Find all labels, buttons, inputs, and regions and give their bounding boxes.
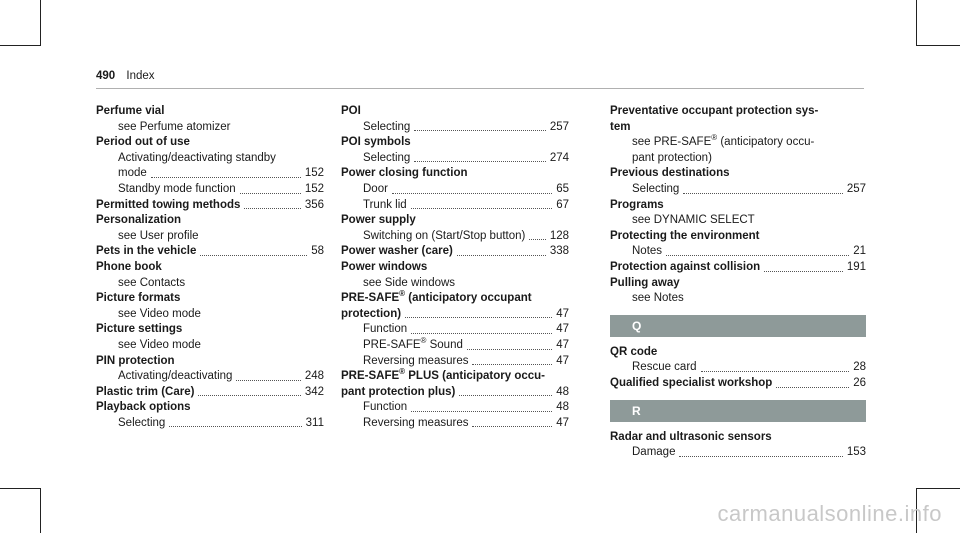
crop-mark	[40, 0, 41, 46]
entry-title: Permitted towing methods 356	[96, 198, 324, 214]
entry-title-cont: tem	[610, 120, 631, 133]
entry-title: POI	[341, 105, 361, 117]
letter-heading-r: R	[610, 400, 866, 422]
entry-sub: Standby mode function 152	[96, 182, 324, 198]
entry-sub: Damage 153	[610, 445, 866, 461]
entry-sub: see User profile	[118, 229, 199, 242]
entry-title: Power washer (care) 338	[341, 244, 569, 260]
entry-sub: see Perfume atomizer	[118, 120, 231, 133]
entry-title: Power windows	[341, 260, 428, 273]
page-ref[interactable]: 65	[556, 182, 569, 195]
index-entry	[341, 291, 569, 369]
page-ref[interactable]: 47	[556, 354, 569, 367]
entry-title: Perfume vial	[96, 105, 165, 117]
crop-mark	[916, 45, 960, 46]
index-entry	[341, 369, 569, 431]
index-entry	[96, 104, 324, 135]
entry-sub: Trunk lid 67	[341, 198, 569, 214]
letter-heading-q: Q	[610, 315, 866, 337]
index-entry	[96, 322, 324, 353]
entry-sub: Reversing measures 47	[341, 416, 569, 432]
entry-sub: Selecting 257	[610, 182, 866, 198]
entry-sub: mode 152	[96, 166, 324, 182]
header-rule	[96, 88, 864, 89]
crop-mark	[0, 45, 41, 46]
entry-sub: see Video mode	[118, 338, 201, 351]
entry-sub: see PRE-SAFE® (anticipatory occu-	[632, 133, 815, 149]
entry-title: Plastic trim (Care) 342	[96, 385, 324, 401]
page-ref[interactable]: 356	[304, 198, 324, 211]
watermark: carmanualsonline.info	[717, 501, 942, 526]
index-column-1	[96, 104, 324, 431]
entry-sub: Rescue card 28	[610, 360, 866, 376]
entry-title: Radar and ultrasonic sensors	[610, 430, 772, 443]
entry-sub: Notes 21	[610, 244, 866, 260]
index-entry	[341, 104, 569, 135]
index-entry	[341, 213, 569, 244]
index-entry	[341, 260, 569, 291]
page-ref[interactable]: 257	[846, 182, 866, 195]
page-ref[interactable]: 274	[549, 151, 569, 164]
page-ref[interactable]: 48	[556, 385, 569, 398]
entry-title: Playback options	[96, 401, 191, 414]
entry-sub: Activating/deactivating standby	[118, 151, 276, 164]
index-entry	[96, 400, 324, 431]
index-entry	[96, 135, 324, 197]
entry-title: Picture settings	[96, 323, 183, 336]
index-entry	[341, 135, 569, 166]
index-column-2	[341, 104, 569, 431]
entry-sub: Selecting 274	[341, 151, 569, 167]
entry-title-cont: protection) 47	[341, 307, 569, 323]
entry-title: Power closing function	[341, 167, 468, 180]
page-ref[interactable]: 26	[853, 376, 866, 389]
entry-sub: Reversing measures 47	[341, 354, 569, 370]
page-ref[interactable]: 248	[304, 370, 324, 383]
index-entry	[96, 385, 324, 401]
entry-title-cont: pant protection plus) 48	[341, 385, 569, 401]
page-ref[interactable]: 152	[304, 182, 324, 195]
entry-title: PRE-SAFE® (anticipatory occupant	[341, 289, 532, 305]
page-ref[interactable]: 47	[556, 323, 569, 336]
page-ref[interactable]: 257	[549, 120, 569, 133]
entry-sub: Selecting 311	[96, 416, 324, 432]
entry-sub: Activating/deactivating 248	[96, 369, 324, 385]
page-ref[interactable]: 67	[556, 198, 569, 211]
index-entry	[610, 376, 866, 392]
crop-mark	[916, 488, 960, 489]
index-column-3	[610, 104, 866, 461]
page-ref[interactable]: 191	[846, 260, 866, 273]
entry-sub: Selecting 257	[341, 120, 569, 136]
page-ref[interactable]: 21	[853, 245, 866, 258]
index-entry	[610, 229, 866, 260]
index-entry	[96, 260, 324, 291]
entry-title: Picture formats	[96, 292, 181, 305]
entry-sub: see Notes	[632, 292, 684, 305]
index-entry	[96, 198, 324, 214]
entry-title: Period out of use	[96, 136, 190, 149]
index-entry	[96, 213, 324, 244]
entry-title: QR code	[610, 345, 658, 358]
entry-sub: Function 47	[341, 322, 569, 338]
entry-title: Pulling away	[610, 276, 680, 289]
page-ref[interactable]: 47	[556, 338, 569, 351]
crop-mark	[0, 488, 41, 489]
page-ref[interactable]: 342	[304, 385, 324, 398]
entry-title: Power supply	[341, 214, 416, 227]
entry-title: Protecting the environment	[610, 229, 760, 242]
page-ref[interactable]: 152	[304, 167, 324, 180]
entry-sub: Door 65	[341, 182, 569, 198]
index-entry	[96, 354, 324, 385]
index-entry	[610, 166, 866, 197]
entry-title: PIN protection	[96, 354, 175, 367]
entry-title: Pets in the vehicle 58	[96, 244, 324, 260]
page-ref[interactable]: 338	[549, 245, 569, 258]
entry-sub: pant protection)	[632, 151, 712, 164]
page-ref[interactable]: 28	[853, 361, 866, 374]
index-entry	[610, 345, 866, 376]
index-entry	[341, 244, 569, 260]
crop-mark	[916, 0, 917, 46]
entry-sub: see DYNAMIC SELECT	[632, 214, 755, 227]
page-number: 490	[96, 70, 116, 82]
page-ref[interactable]: 311	[305, 416, 324, 429]
entry-title: Programs	[610, 198, 664, 211]
index-entry	[610, 104, 866, 166]
page-ref[interactable]: 47	[556, 307, 569, 320]
entry-sub: Function 48	[341, 400, 569, 416]
index-entry	[610, 430, 866, 461]
entry-title: PRE-SAFE® PLUS (anticipatory occu-	[341, 367, 545, 383]
entry-sub: see Contacts	[118, 276, 186, 289]
page-ref[interactable]: 153	[846, 446, 866, 459]
page-ref[interactable]: 47	[556, 416, 569, 429]
page-header	[96, 70, 155, 82]
index-entry	[341, 166, 569, 213]
entry-title: POI symbols	[341, 136, 411, 149]
page-ref[interactable]: 128	[549, 229, 569, 242]
index-entry	[610, 260, 866, 276]
entry-title: Qualified specialist workshop 26	[610, 376, 866, 392]
page-ref[interactable]: 48	[556, 401, 569, 414]
entry-title: Protection against collision 191	[610, 260, 866, 276]
page-ref[interactable]: 58	[311, 245, 324, 258]
entry-sub: see Side windows	[363, 276, 456, 289]
entry-sub: PRE-SAFE® Sound 47	[341, 338, 569, 354]
entry-sub: Switching on (Start/Stop button) 128	[341, 229, 569, 245]
entry-title: Personalization	[96, 214, 181, 227]
entry-title: Phone book	[96, 260, 162, 273]
index-entry	[96, 291, 324, 322]
index-entry	[610, 276, 866, 307]
section-title: Index	[126, 70, 155, 82]
index-entry	[96, 244, 324, 260]
entry-title: Previous destinations	[610, 167, 730, 180]
crop-mark	[40, 488, 41, 533]
entry-sub: see Video mode	[118, 307, 201, 320]
entry-title: Preventative occupant protection sys-	[610, 105, 819, 117]
index-entry	[610, 198, 866, 229]
